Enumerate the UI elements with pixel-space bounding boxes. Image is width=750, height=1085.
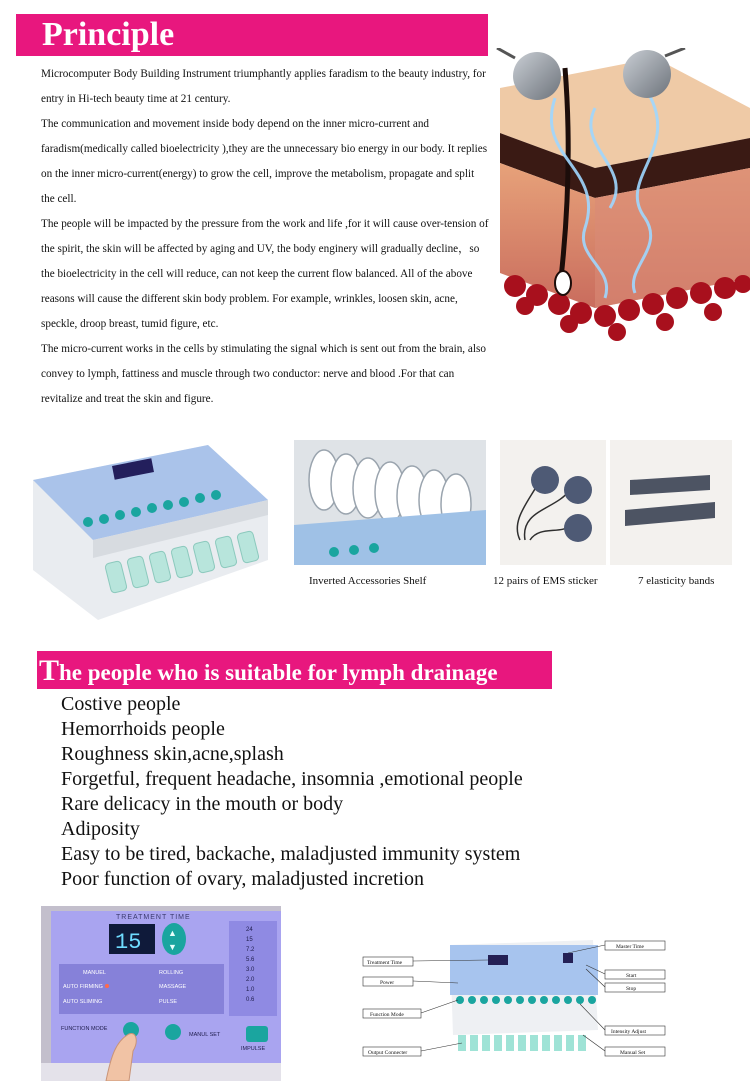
skin-cross-section-illustration <box>495 48 750 348</box>
label-treatment-time: Treatment Time <box>367 960 403 966</box>
mode-left-label: AUTO FIRMING <box>63 984 103 990</box>
label-start: Start <box>626 973 637 979</box>
level-label: 0.6 <box>246 997 255 1003</box>
label-manual-set: Manual Set <box>620 1050 646 1056</box>
manual-set-label: MANUL SET <box>189 1032 221 1038</box>
principle-paragraph-2: The communication and movement inside body depend on the inner micro-current and faradism(medically called bioelectricity ),they are the unnecessary bio energy in our body. It replies on the inner micro-current(energy) to grow the cell, improve the metabolism, propagate and split the cell. <box>41 118 488 205</box>
mode-right-label: ROLLING <box>159 970 184 976</box>
suitable-people-banner <box>37 651 552 689</box>
level-label: 7.2 <box>246 947 255 953</box>
function-mode-label: FUNCTION MODE <box>61 1026 108 1032</box>
label-intensity-adjust: Intensity Adjust <box>611 1029 646 1035</box>
machine-labelled-diagram <box>358 905 676 1075</box>
principle-paragraph-3: The people will be impacted by the pressure from the work and life ,for it will cause over-tension of the spirit, the skin will be affected by aging and UV, the body enginery will gradually decline，so the bioelectricity in the cell will reduce, can not keep the current flow balanced. All of the above reasons will cause the different skin body problem. For example, wrinkles, loosen skin, acne, speckle, droop breast, tumid figure, etc. <box>41 218 489 330</box>
suitable-people-title <box>39 654 498 688</box>
panel-header: TREATMENT TIME <box>116 914 191 921</box>
list-item: Costive people <box>61 693 181 715</box>
suitable-people-list <box>61 692 523 892</box>
title-rest: he people who is suitable for lymph drainage <box>59 660 498 685</box>
machine-photo <box>28 440 273 620</box>
principle-text <box>41 62 489 412</box>
label-output-connecter: Output Connecter <box>368 1050 408 1056</box>
principle-title: Principle <box>42 16 175 53</box>
accessories-shelf-photo <box>294 440 486 565</box>
principle-paragraph-1: Microcomputer Body Building Instrument triumphantly applies faradism to the beauty industry, for entry in Hi-tech beauty time at 21 century. <box>41 68 486 105</box>
level-label: 1.0 <box>246 987 255 993</box>
label-master-time: Master Time <box>616 944 644 950</box>
mode-left-label: MANUEL <box>83 970 106 976</box>
principle-banner <box>16 14 488 56</box>
list-item: Easy to be tired, backache, maladjusted immunity system <box>61 843 521 865</box>
svg-text:▼: ▼ <box>168 942 177 952</box>
ems-sticker-photo <box>500 440 606 565</box>
level-label: 15 <box>246 937 253 943</box>
panel-time-display: 15 <box>115 930 142 955</box>
level-label: 3.0 <box>246 967 255 973</box>
list-item: Roughness skin,acne,splash <box>61 743 284 765</box>
impulse-label: IMPULSE <box>241 1046 266 1052</box>
list-item: Hemorrhoids people <box>61 718 225 740</box>
control-panel-photo <box>41 906 281 1081</box>
label-power: Power <box>380 980 395 986</box>
level-label: 2.0 <box>246 977 255 983</box>
mode-right-label: MASSAGE <box>159 984 187 990</box>
list-item: Adiposity <box>61 818 140 840</box>
list-item: Rare delicacy in the mouth or body <box>61 793 344 815</box>
mode-left-label: AUTO SLIMING <box>63 999 103 1005</box>
sticker-caption: 12 pairs of EMS sticker <box>493 575 598 587</box>
label-stop: Stop <box>626 986 637 992</box>
mode-right-label: PULSE <box>159 999 178 1005</box>
bands-caption: 7 elasticity bands <box>638 575 715 587</box>
shelf-caption: Inverted Accessories Shelf <box>309 575 427 587</box>
svg-text:▲: ▲ <box>168 928 177 938</box>
level-label: 24 <box>246 927 253 933</box>
level-label: 5.6 <box>246 957 255 963</box>
title-initial: T <box>39 654 60 687</box>
list-item: Forgetful, frequent headache, insomnia ,emotional people <box>61 768 523 790</box>
label-function-mode: Function Mode <box>370 1012 404 1018</box>
elasticity-bands-photo <box>610 440 732 565</box>
list-item: Poor function of ovary, maladjusted incretion <box>61 868 425 890</box>
principle-paragraph-4: The micro-current works in the cells by stimulating the signal which is sent out from the brain, also convey to lymph, fattiness and muscle through two conductor: nerve and blood .For that can revitalize and treat the skin and figure. <box>41 343 486 405</box>
